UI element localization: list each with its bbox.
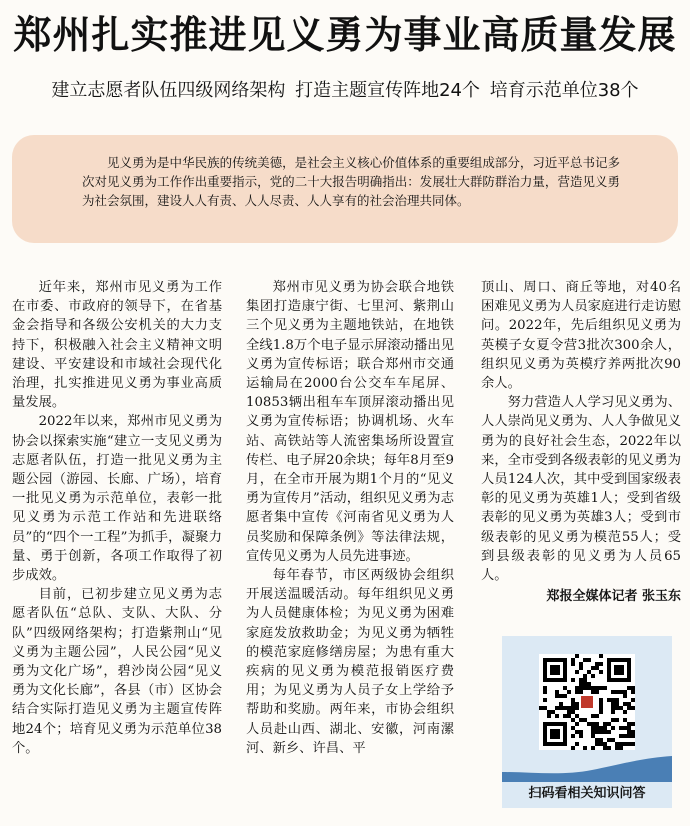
paragraph: 目前，已初步建立见义勇为志愿者队伍“总队、支队、大队、分队”四级网络架构；打造紫荆山“见义勇为主题公园”，人民公园“见义勇为文化广场”，碧沙岗公园“见义勇为文化长廊”，各县（市）区协会结合实际打造见义勇为主题宣传阵地24个；培育见义勇为示范单位38个。 <box>12 587 222 756</box>
subhead: 建立志愿者队伍四级网络架构 打造主题宣传阵地24个 培育示范单位38个 <box>51 80 639 101</box>
paragraph: 近年来，郑州市见义勇为工作在市委、市政府的领导下，在省基金会指导和各级公安机关的大力支持下，积极融入社会主义精神文明建设、平安建设和市域社会现代化治理，扎实推进见义勇为事业高质量发展。 <box>12 280 222 411</box>
paragraph: 2022年以来，郑州市见义勇为协会以探索实施“建立一支见义勇为志愿者队伍，打造一批见义勇为主题公园（游园、长廊、广场），培育一批见义勇为示范单位，表彰一批见义勇为示范工作站和先进联络员”的“四个一工程”为抓手，凝聚力量、勇于创新，各项工作取得了初步成效。 <box>12 414 222 584</box>
intro-box <box>12 135 678 243</box>
wave-decoration <box>502 754 672 782</box>
qr-panel <box>502 636 672 808</box>
paragraph: 努力营造人人学习见义勇为、人人崇尚见义勇为、人人争做见义勇为的良好社会生态，2022年以来，全市受到各级表彰的见义勇为人员124人次，其中受到国家级表彰的见义勇为英雄1人；受到省级表彰的见义勇为英雄3人；受到市级表彰的见义勇为模范55人；受到县级表彰的见义勇为人员65人。 <box>481 395 681 584</box>
paragraph: 顶山、周口、商丘等地，对40名困难见义勇为人员家庭进行走访慰问。2022年，先后组织见义勇为英模子女夏令营3批次300余人，组织见义勇为英模疗养两批次90余人。 <box>481 280 681 392</box>
article-column-1 <box>12 278 222 758</box>
qr-code-graphic <box>539 654 635 750</box>
intro-text: 见义勇为是中华民族的传统美德，是社会主义核心价值体系的重要组成部分，习近平总书记多次对见义勇为工作作出重要指示，党的二十大报告明确指出：发展壮大群防群治力量，营造见义勇为社会氛围，建设人人有责、人人尽责、人人享有的社会治理共同体。 <box>82 155 620 208</box>
byline: 郑报全媒体记者 张玉东 <box>546 589 681 605</box>
article-column-3 <box>481 278 681 606</box>
headline: 郑州扎实推进见义勇为事业高质量发展 <box>13 13 677 57</box>
qr-code-icon[interactable] <box>539 654 635 750</box>
article-column-2 <box>246 278 454 758</box>
paragraph: 郑州市见义勇为协会联合地铁集团打造康宁街、七里河、紫荆山三个见义勇为主题地铁站，在地铁全线1.8万个电子显示屏滚动播出见义勇为宣传标语；联合郑州市交通运输局在2000台公交车车尾屏、10853辆出租车车顶屏滚动播出见义勇为宣传标语；协调机场、火车站、高铁站等人流密集场所设置宣传栏、电子屏20余块；每年8月至9月，在全市开展为期1个月的“见义勇为宣传月”活动，组织见义勇为志愿者集中宣传《河南省见义勇为人员奖励和保障条例》等法律法规，宣传见义勇为人员先进事迹。 <box>246 280 454 564</box>
qr-label: 扫码看相关知识问答 <box>528 786 646 801</box>
paragraph: 每年春节，市区两级协会组织开展送温暖活动。每年组织见义勇为人员健康体检；为见义勇为困难家庭发放救助金；为见义勇为牺牲的模范家庭修缮房屋；为患有重大疾病的见义勇为模范报销医疗费用；为见义勇为人员子女上学给予帮助和奖励。两年来，市协会组织人员赴山西、湖北、安徽，河南漯河、新乡、许昌、平 <box>246 568 454 756</box>
